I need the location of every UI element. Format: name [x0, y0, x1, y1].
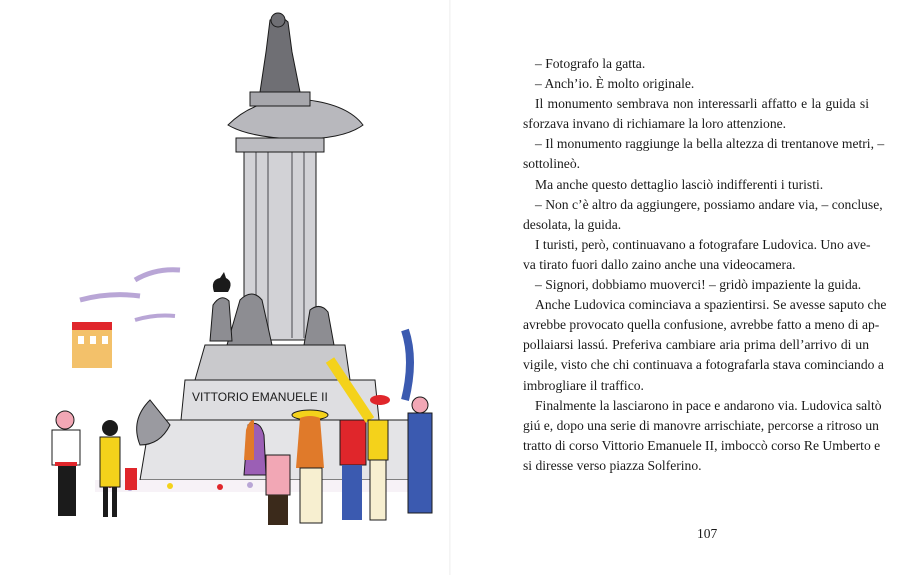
text-line: vigile, visto che chi continuava a fotografarla stava cominciando a	[523, 357, 884, 373]
text-line: Il monumento sembrava non interessarli affatto e la guida si	[535, 96, 869, 112]
text-line: desolata, la guida.	[523, 216, 622, 232]
umbrella	[405, 330, 410, 400]
text-line: imbrogliare il traffico.	[523, 377, 644, 393]
paragraph	[523, 235, 869, 275]
paragraph	[523, 94, 869, 134]
text-line: – Signori, dobbiamo muoverci! – gridò impaziente la guida.	[535, 277, 862, 293]
cat-ludovica	[213, 272, 231, 292]
monument-inscription: VITTORIO EMANUELE II	[192, 390, 328, 404]
body-text	[523, 54, 887, 476]
text-line: si diresse verso piazza Solferino.	[523, 457, 702, 473]
text-line: – Non c’è altro da aggiungere, possiamo andare via, – concluse,	[535, 196, 883, 212]
text-line: I turisti, però, continuavano a fotografare Ludovica. Uno ave-	[535, 236, 871, 252]
text-line: – Anch’io. È molto originale.	[535, 76, 695, 92]
page-number: 107	[697, 526, 718, 541]
text-line: tratto di corso Vittorio Emanuele II, imboccò corso Re Umberto e	[523, 437, 881, 453]
paragraph	[523, 175, 869, 195]
cloud	[80, 295, 140, 300]
paragraph	[523, 396, 882, 476]
text-line: – Fotografo la gatta.	[535, 56, 646, 71]
text-line: giú e, dopo una serie di manovre arrischiate, percorse a ritroso un	[523, 417, 879, 433]
statue	[260, 17, 300, 92]
text-line: sottolineò.	[523, 156, 581, 172]
paragraph	[523, 275, 869, 295]
cloud	[135, 316, 175, 321]
seated-figure	[210, 298, 232, 341]
text-page	[451, 0, 900, 575]
paragraph	[523, 54, 869, 74]
text-line: va tirato fuori dallo zaino anche una videocamera.	[523, 256, 796, 272]
text-line: Ma anche questo dettaglio lasciò indifferenti i turisti.	[535, 176, 824, 192]
building-roof	[72, 322, 112, 330]
cloud	[135, 270, 180, 280]
paragraph	[523, 134, 885, 174]
text-line: Anche Ludovica cominciava a spazientirsi. Se avesse saputo che	[535, 297, 887, 313]
paragraph	[523, 195, 883, 235]
text-line: sforzava invano di richiamare la loro attenzione.	[523, 116, 787, 132]
flower-bed	[95, 480, 415, 492]
text-line: Finalmente la lasciarono in pace e andarono via. Ludovica saltò	[535, 397, 882, 413]
text-line: – Il monumento raggiunge la bella altezza di trentanove metri, –	[535, 136, 885, 152]
paragraph	[523, 295, 887, 395]
text-line: pollaiarsi lassú. Preferiva cambiare aria prima dell’arrivo di un	[523, 337, 869, 353]
text-line: avrebbe provocato quella confusione, avrebbe fatto a meno di ap-	[523, 317, 880, 333]
building	[72, 328, 112, 368]
paragraph	[523, 74, 869, 94]
